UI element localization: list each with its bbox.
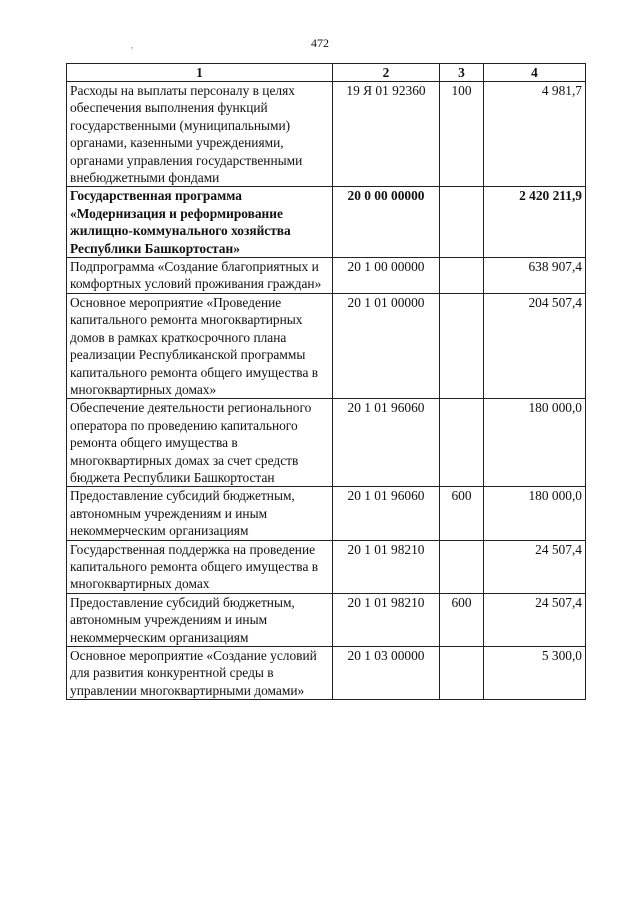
- row-expense-type: [440, 647, 484, 700]
- row-code: 20 1 00 00000: [333, 258, 440, 294]
- page-number: 472: [311, 36, 329, 50]
- header-col-3: 3: [440, 64, 484, 82]
- row-name: Государственная поддержка на проведение капитального ремонта общего имущества в многоквартирных домах: [67, 540, 333, 593]
- header-row: [67, 64, 586, 82]
- row-name: Государственная программа «Модернизация и реформирование жилищно-коммунального хозяйства Республики Башкортостан»: [67, 187, 333, 258]
- row-sum: 24 507,4: [484, 540, 586, 593]
- budget-table: [66, 63, 586, 700]
- table-row: [67, 593, 586, 646]
- row-expense-type: [440, 293, 484, 398]
- row-sum: 204 507,4: [484, 293, 586, 398]
- row-name: Основное мероприятие «Проведение капитального ремонта многоквартирных домов в рамках краткосрочного плана реализации Республиканской программы капитального ремонта общего имущества в многоквартирных домах»: [67, 293, 333, 398]
- table-row: [67, 293, 586, 398]
- row-code: 19 Я 01 92360: [333, 82, 440, 187]
- row-expense-type: 600: [440, 487, 484, 540]
- row-expense-type: 100: [440, 82, 484, 187]
- row-expense-type: [440, 258, 484, 294]
- row-name: Основное мероприятие «Создание условий для развития конкурентной среды в управлении многоквартирными домами»: [67, 647, 333, 700]
- row-name: Обеспечение деятельности регионального оператора по проведению капитального ремонта общего имущества в многоквартирных домах за счет средств бюджета Республики Башкортостан: [67, 399, 333, 487]
- table-row: [67, 82, 586, 187]
- table-row: [67, 647, 586, 700]
- row-name: Предоставление субсидий бюджетным, автономным учреждениям и иным некоммерческим организациям: [67, 487, 333, 540]
- row-sum: 24 507,4: [484, 593, 586, 646]
- row-expense-type: [440, 399, 484, 487]
- row-sum: 5 300,0: [484, 647, 586, 700]
- row-name: Предоставление субсидий бюджетным, автономным учреждениям и иным некоммерческим организациям: [67, 593, 333, 646]
- table-row: [67, 399, 586, 487]
- row-code: 20 1 01 98210: [333, 593, 440, 646]
- row-code: 20 1 01 96060: [333, 399, 440, 487]
- table-row: [67, 487, 586, 540]
- row-sum: 180 000,0: [484, 399, 586, 487]
- table-row: [67, 187, 586, 258]
- row-code: 20 0 00 00000: [333, 187, 440, 258]
- row-name: Расходы на выплаты персоналу в целях обеспечения выполнения функций государственными (муниципальными) органами, казенными учреждениями, органами управления государственными внебюджетными фондами: [67, 82, 333, 187]
- row-expense-type: [440, 187, 484, 258]
- row-expense-type: 600: [440, 593, 484, 646]
- row-sum: 638 907,4: [484, 258, 586, 294]
- table-row: [67, 540, 586, 593]
- header-col-1: 1: [67, 64, 333, 82]
- row-sum: 2 420 211,9: [484, 187, 586, 258]
- row-sum: 4 981,7: [484, 82, 586, 187]
- row-expense-type: [440, 540, 484, 593]
- row-code: 20 1 03 00000: [333, 647, 440, 700]
- row-code: 20 1 01 00000: [333, 293, 440, 398]
- row-code: 20 1 01 96060: [333, 487, 440, 540]
- margin-mark: ,: [131, 40, 134, 50]
- row-name: Подпрограмма «Создание благоприятных и комфортных условий проживания граждан»: [67, 258, 333, 294]
- row-sum: 180 000,0: [484, 487, 586, 540]
- header-col-2: 2: [333, 64, 440, 82]
- table-row: [67, 258, 586, 294]
- row-code: 20 1 01 98210: [333, 540, 440, 593]
- header-col-4: 4: [484, 64, 586, 82]
